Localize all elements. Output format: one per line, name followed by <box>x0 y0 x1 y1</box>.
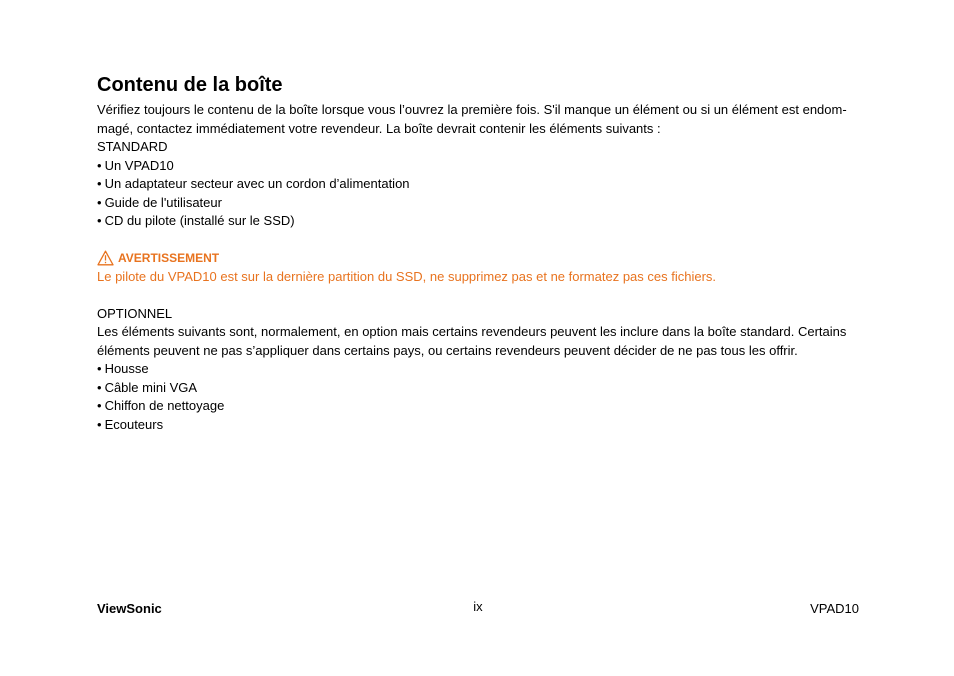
list-item-text: CD du pilote (installé sur le SSD) <box>104 213 295 228</box>
warning-triangle-icon <box>97 250 114 266</box>
bullet: • <box>97 361 102 376</box>
warning-text: Le pilote du VPAD10 est sur la dernière partition du SSD, ne supprimez pas et ne formatez pas ces fichiers. <box>97 268 717 284</box>
intro-paragraph: Vérifiez toujours le contenu de la boîte lorsque vous l’ouvrez la première fois. S'il manque un élément ou si un élément est endom-magé, contactez immédiatement votre revendeur. La boîte devrait contenir les éléments suivants : <box>97 102 847 136</box>
bullet: • <box>97 194 102 210</box>
page-footer <box>97 600 859 620</box>
list-item <box>97 194 859 213</box>
bullet: • <box>97 379 102 395</box>
list-item <box>97 360 859 379</box>
list-item-text: Chiffon de nettoyage <box>104 398 225 413</box>
standard-label: STANDARD <box>97 139 168 154</box>
bullet: • <box>97 157 102 173</box>
list-item-text: Câble mini VGA <box>104 379 198 395</box>
list-item-text: Guide de l'utilisateur <box>104 194 222 210</box>
list-item <box>97 397 859 416</box>
standard-items-list <box>97 157 859 231</box>
footer-brand: ViewSonic <box>97 601 162 616</box>
list-item-text: Un VPAD10 <box>104 157 174 173</box>
bullet: • <box>97 213 102 228</box>
bullet: • <box>97 416 102 432</box>
optional-label: OPTIONNEL <box>97 305 173 321</box>
bullet: • <box>97 176 102 191</box>
list-item-text: Ecouteurs <box>104 416 164 432</box>
optional-items-list <box>97 360 859 434</box>
list-item <box>97 212 859 231</box>
list-item <box>97 175 859 194</box>
optional-intro: Les éléments suivants sont, normalement, en option mais certains revendeurs peuvent les inclure dans la boîte standard. Certains éléments peuvent ne pas s’appliquer dans certains pays, ou certains revendeurs peuvent décider de ne pas tous les offrir. <box>97 324 847 358</box>
list-item-text: Housse <box>104 361 149 376</box>
spacer <box>97 231 859 250</box>
warning-heading-text: AVERTISSEMENT <box>118 251 220 265</box>
footer-model: VPAD10 <box>810 601 859 616</box>
list-item <box>97 379 859 398</box>
list-item <box>97 416 859 435</box>
list-item-text: Un adaptateur secteur avec un cordon d’alimentation <box>104 176 410 191</box>
list-item <box>97 157 859 176</box>
page-content <box>97 72 859 434</box>
bullet: • <box>97 398 102 413</box>
spacer <box>97 286 859 305</box>
page-title: Contenu de la boîte <box>97 74 283 96</box>
footer-page-number: ix <box>473 599 483 614</box>
warning-heading <box>97 249 859 268</box>
